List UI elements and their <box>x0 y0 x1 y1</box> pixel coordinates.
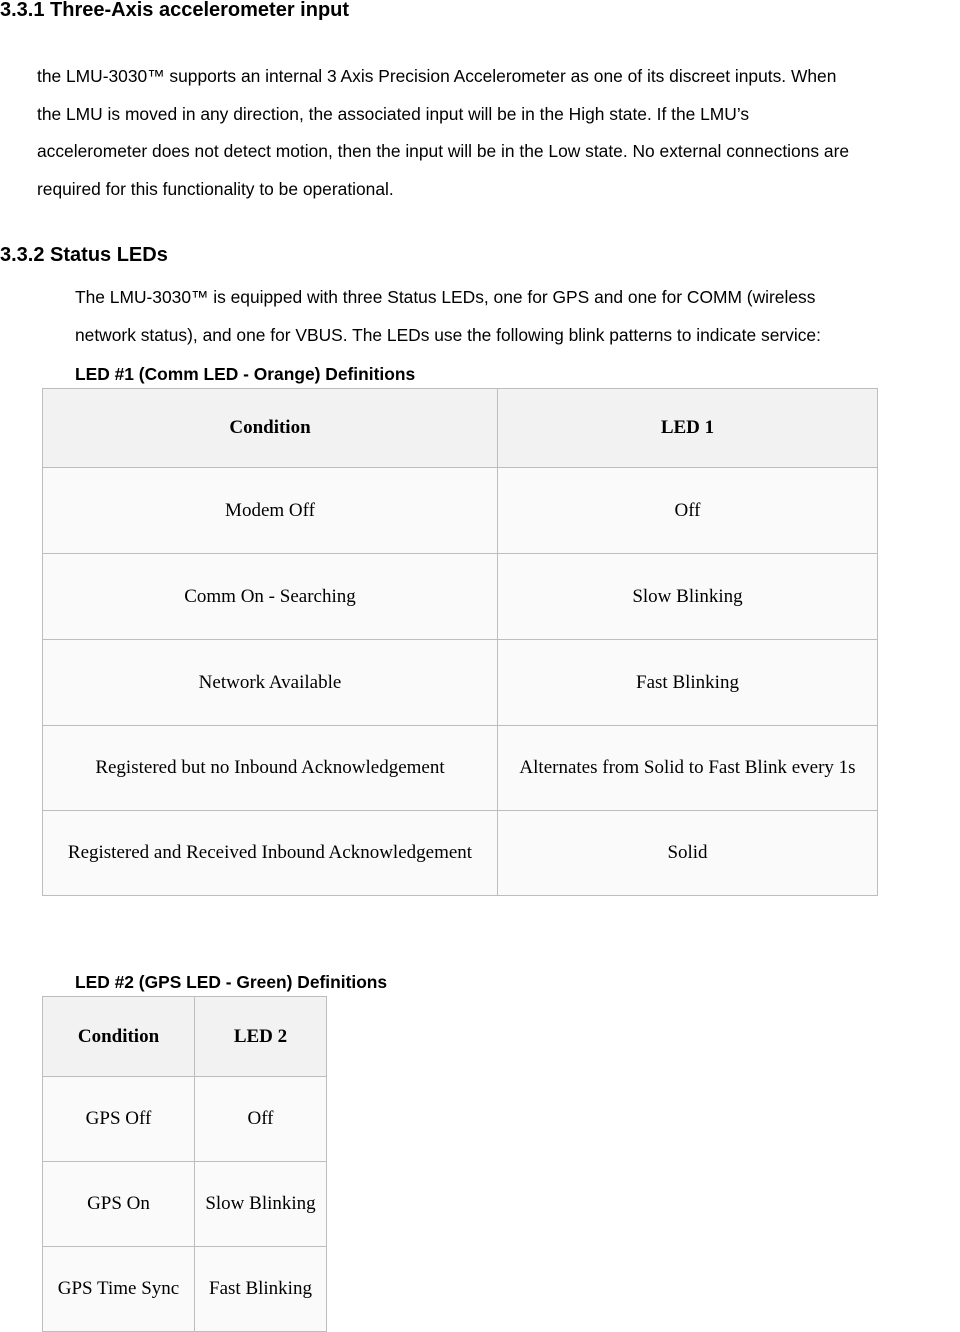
column-header-led-2: LED 2 <box>195 997 327 1077</box>
table-row <box>43 1162 327 1247</box>
paragraph-line: The LMU-3030™ is equipped with three Status LEDs, one for GPS and one for COMM (wireless <box>75 287 816 307</box>
table-row <box>43 1247 327 1332</box>
table-header-row <box>43 389 878 468</box>
condition-cell: Comm On - Searching <box>43 554 498 640</box>
led-state-cell: Slow Blinking <box>498 554 878 640</box>
led-state-cell: Slow Blinking <box>195 1162 327 1247</box>
column-header-condition: Condition <box>43 997 195 1077</box>
section-heading-accelerometer: 3.3.1 Three-Axis accelerometer input <box>0 0 350 21</box>
condition-cell: GPS Off <box>43 1077 195 1162</box>
led-state-cell: Off <box>195 1077 327 1162</box>
condition-cell: Registered and Received Inbound Acknowledgement <box>43 811 498 896</box>
condition-cell: Modem Off <box>43 468 498 554</box>
paragraph-line: required for this functionality to be operational. <box>37 178 394 199</box>
condition-cell: GPS Time Sync <box>43 1247 195 1332</box>
table-row <box>43 554 878 640</box>
paragraph-line: accelerometer does not detect motion, then the input will be in the Low state. No external connections are <box>37 141 850 161</box>
status-leds-paragraph <box>75 279 821 354</box>
section-heading-status-leds: 3.3.2 Status LEDs <box>0 244 168 266</box>
paragraph-line: the LMU is moved in any direction, the associated input will be in the High state. If the LMU’s <box>37 103 750 124</box>
led1-table-caption: LED #1 (Comm LED - Orange) Definitions <box>75 364 416 384</box>
table-row <box>43 811 878 896</box>
led-state-cell: Solid <box>498 811 878 896</box>
accelerometer-paragraph <box>37 58 849 208</box>
column-header-led-1: LED 1 <box>498 389 878 468</box>
table-row <box>43 640 878 726</box>
table-header-row <box>43 997 327 1077</box>
condition-cell: GPS On <box>43 1162 195 1247</box>
table-row <box>43 1077 327 1162</box>
led2-definitions-table <box>42 996 327 1332</box>
condition-cell: Registered but no Inbound Acknowledgement <box>43 726 498 811</box>
paragraph-line: network status), and one for VBUS. The LEDs use the following blink patterns to indicate service: <box>75 324 821 345</box>
condition-cell: Network Available <box>43 640 498 726</box>
column-header-condition: Condition <box>43 389 498 468</box>
paragraph-line: the LMU-3030™ supports an internal 3 Axis Precision Accelerometer as one of its discreet inputs. When <box>37 66 837 86</box>
table-row <box>43 726 878 811</box>
led-state-cell: Alternates from Solid to Fast Blink every 1s <box>498 726 878 811</box>
led-state-cell: Fast Blinking <box>498 640 878 726</box>
table-row <box>43 468 878 554</box>
led-state-cell: Fast Blinking <box>195 1247 327 1332</box>
led1-definitions-table <box>42 388 878 896</box>
led2-table-caption: LED #2 (GPS LED - Green) Definitions <box>75 972 388 992</box>
led-state-cell: Off <box>498 468 878 554</box>
